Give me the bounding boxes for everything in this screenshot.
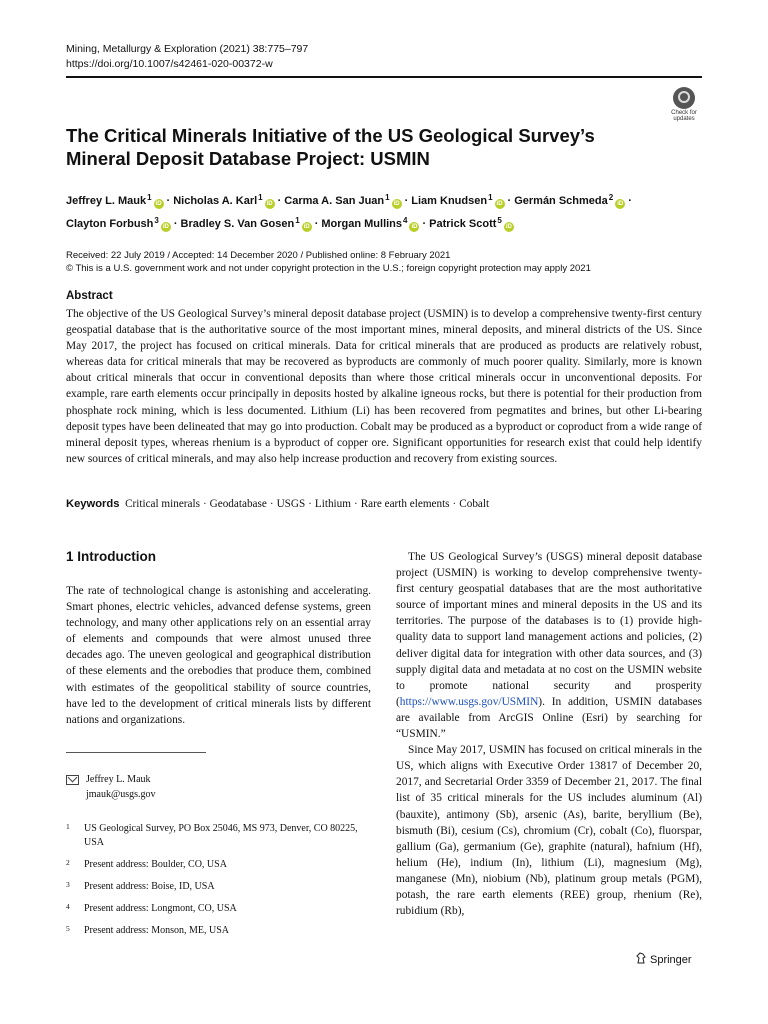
author[interactable]: Carma A. San Juan$^1$iD bbox=[284, 193, 400, 207]
orcid-icon[interactable]: iD bbox=[411, 224, 418, 230]
keyword-separator: · bbox=[452, 498, 457, 510]
author-separator: · bbox=[314, 218, 319, 230]
check-updates-icon bbox=[673, 87, 695, 109]
left-column bbox=[66, 549, 371, 728]
doi-link[interactable]: https://doi.org/10.1007/s42461-020-00372-w bbox=[66, 58, 273, 70]
author-list bbox=[66, 188, 706, 234]
author[interactable]: Morgan Mullins$^4$iD bbox=[321, 216, 418, 230]
author-separator: · bbox=[422, 218, 427, 230]
corresponding-author-name: Jeffrey L. Mauk bbox=[86, 774, 151, 785]
usmin-link[interactable]: https://www.usgs.gov/USMIN bbox=[399, 695, 539, 708]
check-badge-line2: updates bbox=[673, 116, 695, 122]
keyword: USGS bbox=[276, 498, 306, 510]
springer-horse-icon bbox=[636, 952, 646, 964]
keyword: Critical minerals bbox=[125, 498, 200, 510]
keyword: Rare earth elements bbox=[360, 498, 450, 510]
author-separator: · bbox=[507, 195, 512, 207]
check-badge-line1: Check for bbox=[671, 110, 697, 116]
orcid-icon[interactable]: iD bbox=[155, 201, 162, 207]
keyword-separator: · bbox=[308, 498, 312, 510]
orcid-icon[interactable]: iD bbox=[303, 224, 310, 230]
abstract-text: The objective of the US Geological Survey’s mineral deposit database project (USMIN) is to develop a comprehensive twenty-first century geospatial database that is the authoritative source of the most important mines, mineral deposits, and mineral districts of the US. Since May 2017, the project has focused on critical minerals. Data for critical minerals that are produced as products are relatively robust, whereas data for critical minerals that may be recovered as byproducts are commonly of much poorer quality. Similarly, more is known about critical minerals that occur in conventional deposits than where those critical minerals occur in unconventional deposits. For example, rare earth elements occur principally in deposits hosted by alkaline igneous rocks, but there is potential for their production from phosphate rock mining, which is less documented. Lithium (Li) has been recovered from pegmatites and brines, but other Li-bearing deposit types have been delineated that may go into production. Cobalt may be produced as a byproduct or coproduct from a wide range of mineral deposit types, whereas rhenium is a byproduct of copper ore. Significant opportunities for research exist that could help identify new sources of critical minerals, and may also help increase production and recovery from existing sources. bbox=[66, 308, 702, 465]
keywords bbox=[66, 498, 706, 510]
envelope-icon bbox=[66, 775, 79, 785]
author[interactable]: Jeffrey L. Mauk$^1$iD bbox=[66, 193, 162, 207]
right-column bbox=[396, 549, 702, 919]
author[interactable]: Bradley S. Van Gosen$^1$iD bbox=[180, 216, 310, 230]
affiliation-item: 2 Present address: Boulder, CO, USA bbox=[66, 858, 227, 870]
affiliations bbox=[66, 822, 376, 946]
keyword: Geodatabase bbox=[209, 498, 267, 510]
orcid-icon[interactable]: iD bbox=[505, 224, 512, 230]
author[interactable]: Patrick Scott$^5$iD bbox=[429, 216, 512, 230]
orcid-icon[interactable]: iD bbox=[162, 224, 169, 230]
section-heading-introduction: 1 Introduction bbox=[66, 549, 156, 564]
affiliation-item: 4 Present address: Longmont, CO, USA bbox=[66, 902, 237, 914]
publisher-footer bbox=[636, 952, 692, 967]
header-rule bbox=[66, 76, 702, 78]
article-title: The Critical Minerals Initiative of the US Geological Survey’s Mineral Deposit Database Project: USMIN bbox=[66, 125, 595, 169]
affiliation-item: 3 Present address: Boise, ID, USA bbox=[66, 880, 215, 892]
orcid-icon[interactable]: iD bbox=[496, 201, 503, 207]
author-separator: · bbox=[166, 195, 171, 207]
footnote-rule bbox=[66, 752, 206, 753]
author[interactable]: Nicholas A. Karl$^1$iD bbox=[173, 193, 273, 207]
author[interactable]: Clayton Forbush$^3$iD bbox=[66, 216, 169, 230]
keyword: Lithium bbox=[314, 498, 351, 510]
intro-paragraph-2: The US Geological Survey’s (USGS) mineral deposit database project (USMIN) is working to develop comprehensive twenty-first century geospatial databases that are the most authoritative source of important mines and mineral deposits in the US and its territories. The purpose of the databases is to (1) provide high-quality data to support land management actions and policies, (2) deliver digital data for integration with other data sources, and (3) supply digital data and metadata at no cost on the USMIN website to promote national security and prosperity (https://www.usgs.gov/USMIN). In addition, USMIN databases are available from ArcGIS Online (Esri) by searching for “USMIN.” bbox=[396, 551, 702, 741]
author-separator: · bbox=[628, 195, 632, 207]
keyword-separator: · bbox=[353, 498, 358, 510]
intro-paragraph-3: Since May 2017, USMIN has focused on critical minerals in the US, which aligns with Executive Order 13817 of December 20, 2017, and Secretarial Order 3359 of December 21, 2017. The final list of 35 critical minerals for the US includes aluminum (Al) (bauxite), antimony (Sb), arsenic (As), barite, beryllium (Be), bismuth (Bi), cesium (Cs), chromium (Cr), cobalt (Co), fluorspar, gallium (Ga), germanium (Ge), graphite (natural), hafnium (Hf), helium (He), indium (In), lithium (Li), magnesium (Mg), manganese (Mn), niobium (Nb), platinum group metals (PGM), potash, the rare earth elements (REE) group, rhenium (Re), rubidium (Rb), bbox=[396, 744, 702, 918]
affiliation-item: 5 Present address: Monson, ME, USA bbox=[66, 924, 229, 936]
keyword-separator: · bbox=[269, 498, 274, 510]
orcid-icon[interactable]: iD bbox=[266, 201, 273, 207]
keyword: Cobalt bbox=[459, 498, 490, 510]
intro-paragraph-1: The rate of technological change is astonishing and accelerating. Smart phones, electric vehicles, advanced defense systems, green technology, and many other applications rely on an essential array of elements and compounds that were almost unused three decades ago. The uneven geological and geographical distribution of these elements and the orebodies that produce them, combined with estimates of the geopolitical stability of source countries, have led to the development of critical minerals lists by different nations and organizations. bbox=[66, 585, 371, 726]
author-separator: · bbox=[277, 195, 282, 207]
author[interactable]: Liam Knudsen$^1$iD bbox=[411, 193, 503, 207]
publication-dates bbox=[66, 249, 706, 275]
keywords-label: Keywords bbox=[66, 498, 120, 510]
abstract-heading: Abstract bbox=[66, 290, 113, 302]
received-accepted-published: Received: 22 July 2019 / Accepted: 14 December 2020 / Published online: 8 February 2021 bbox=[66, 250, 451, 261]
journal-header bbox=[66, 42, 308, 72]
author-separator: · bbox=[404, 195, 409, 207]
author-separator: · bbox=[173, 218, 178, 230]
orcid-icon[interactable]: iD bbox=[393, 201, 400, 207]
journal-citation: Mining, Metallurgy & Exploration (2021) 38:775–797 bbox=[66, 43, 309, 55]
affiliation-item: 1 US Geological Survey, PO Box 25046, MS 973, Denver, CO 80225, USA bbox=[66, 822, 358, 848]
corresponding-author-email[interactable]: jmauk@usgs.gov bbox=[86, 789, 156, 800]
publisher-name: Springer bbox=[650, 954, 692, 966]
check-for-updates-badge[interactable] bbox=[664, 86, 704, 124]
copyright-notice: © This is a U.S. government work and not under copyright protection in the U.S.; foreign copyright protection may apply 2021 bbox=[66, 263, 591, 274]
author[interactable]: Germán Schmeda$^2$iD bbox=[514, 193, 624, 207]
orcid-icon[interactable]: iD bbox=[617, 201, 624, 207]
keyword-separator: · bbox=[202, 498, 207, 510]
